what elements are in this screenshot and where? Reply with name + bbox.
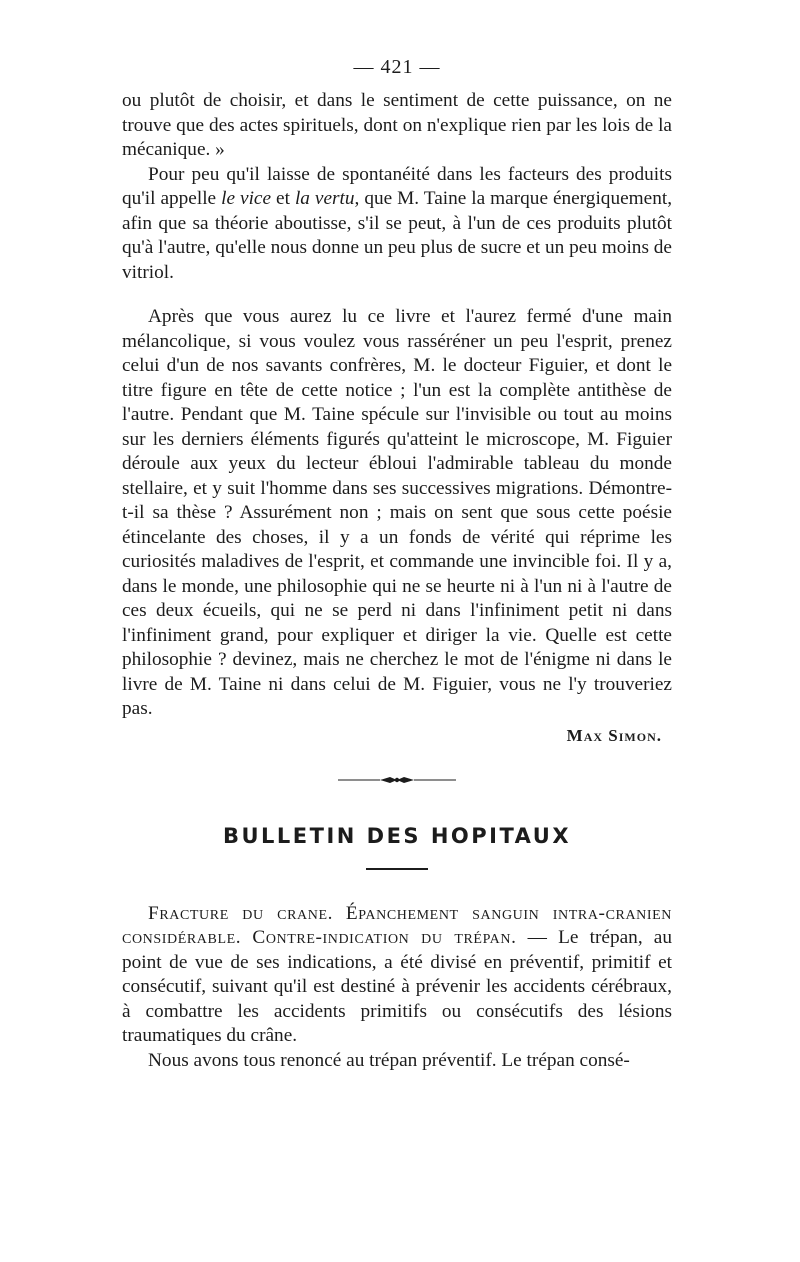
title-dash: —	[516, 927, 559, 948]
article-title-fracture: Fracture du crane.	[148, 902, 334, 924]
term-vice: le vice	[221, 188, 272, 209]
article-title-contre-indication: Contre-indication du trépan.	[252, 927, 517, 948]
book-page	[122, 56, 672, 1073]
paragraph-trepan: Nous avons tous renoncé au trépan préventif. Le trépan consé-	[148, 1049, 630, 1071]
heading-rule	[366, 868, 428, 870]
term-vertu: la vertu	[294, 188, 355, 209]
section-heading: BULLETIN DES HOPITAUX	[222, 823, 572, 848]
paragraph-fracture	[122, 902, 672, 1049]
page-number: — 421 —	[353, 56, 441, 78]
paragraph-taine-conjunction: et	[271, 188, 295, 209]
section-ornament-divider	[338, 774, 456, 786]
paragraph-taine-end: , que M. Taine la marque énergiquement, afin que sa théorie aboutisse, s'il se peut, à l'un de ces produits plutôt qu'à l'autre, qu'elle nous donne un peu plus de sucre et un peu moins de vitriol.	[122, 188, 673, 283]
paragraph-taine-start: Pour peu qu'il laisse de spontanéité dans les facteurs des produits qu'il appelle	[122, 163, 672, 209]
article-title-epanchement: Épanchement sanguin intra-cranien considérable.	[122, 902, 672, 948]
paragraph-fracture-text: Le trépan, au point de vue de ses indications, a été divisé en préventif, primitif et consécutif, suivant qu'il est destiné à prévenir les accidents cérébraux, à combattre les accidents primitifs ou consécutifs des lésions traumatiques du crâne.	[122, 927, 673, 1046]
paragraph-continuation: ou plutôt de choisir, et dans le sentiment de cette puissance, on ne trouve que des actes spirituels, dont on n'explique rien par les lois de la mécanique. »	[122, 90, 672, 160]
author-signature: Max Simon.	[566, 725, 662, 745]
paragraph-figuier: Après que vous aurez lu ce livre et l'aurez fermé d'une main mélancolique, si vous voulez vous rasséréner un peu l'esprit, prenez celui d'un de nos savants confrères, M. le docteur Figuier, et dont le titre figure en tête de cette notice ; l'un est la complète antithèse de l'autre. Pendant que M. Taine spécule sur l'invisible ou tout au moins sur les derniers éléments figurés qu'atteint le microscope, M. Figuier déroule aux yeux du lecteur ébloui l'admirable tableau du monde stellaire, et y suit l'homme dans ses successives migrations. Démontre-t-il sa thèse ? Assurément non ; mais on sent que sous cette poésie étincelante des choses, il y a un fonds de vérité qui réprime les curiosités maladives de l'esprit, et commande une invincible foi. Il y a, dans le monde, une philosophie qui ne se heurte ni à l'un ni à l'autre de ces deux écueils, qui ne se perd ni dans l'infiniment petit ni dans l'infiniment grand, pour expliquer et diriger la vie. Quelle est cette philosophie ? devinez, mais ne cherchez le mot de l'énigme ni dans le livre de M. Taine ni dans celui de M. Figuier, vous ne l'y trouveriez pas.	[122, 306, 672, 719]
paragraph-taine	[122, 163, 672, 286]
